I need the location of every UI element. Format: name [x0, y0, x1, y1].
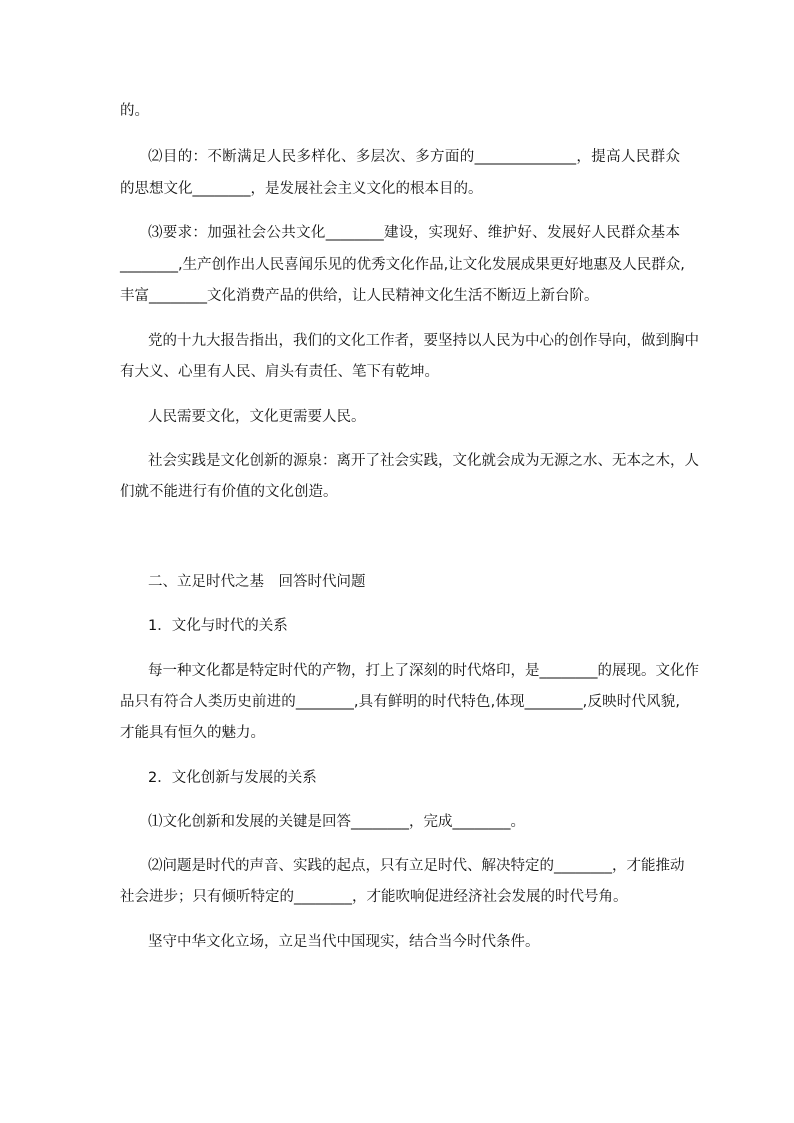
- text-line: ⑴文化创新和发展的关键是回答________，完成________。: [148, 814, 525, 830]
- text-line: 社会进步；只有倾听特定的________，才能吹响促进经济社会发展的时代号角。: [120, 889, 628, 905]
- text-line: 的思想文化________，是发展社会主义文化的根本目的。: [120, 181, 483, 197]
- section-heading: 二、立足时代之基 回答时代问题: [148, 574, 366, 590]
- text-line: 党的十九大报告指出，我们的文化工作者，要坚持以人民为中心的创作导向，做到胸中: [148, 333, 699, 349]
- text-line: 的。: [120, 103, 149, 119]
- text-line: 社会实践是文化创新的源泉：离开了社会实践，文化就会成为无源之水、无本之木，人: [148, 453, 699, 469]
- subsection-heading: 1．文化与时代的关系: [148, 618, 288, 634]
- text-line: ________,生产创作出人民喜闻乐见的优秀文化作品,让文化发展成果更好地惠及人民群众,: [120, 257, 685, 273]
- text-line: 人民需要文化，文化更需要人民。: [148, 409, 366, 425]
- text-line: 坚守中华文化立场，立足当代中国现实，结合当今时代条件。: [148, 934, 540, 950]
- text-line: 品只有符合人类历史前进的________,具有鲜明的时代特色,体现________,反映时代风貌,: [120, 694, 680, 710]
- text-line: ⑶要求：加强社会公共文化________建设，实现好、维护好、发展好人民群众基本: [148, 225, 680, 241]
- text-line: 丰富________文化消费产品的供给，让人民精神文化生活不断迈上新台阶。: [120, 288, 599, 304]
- subsection-heading: 2．文化创新与发展的关系: [148, 770, 317, 786]
- text-line: ⑵目的：不断满足人民多样化、多层次、多方面的______________，提高人民群众: [148, 149, 680, 165]
- text-line: ⑵问题是时代的声音、实践的起点，只有立足时代、解决特定的________，才能推动: [148, 858, 685, 874]
- text-line: 每一种文化都是特定时代的产物，打上了深刻的时代烙印，是________的展现。文化作: [148, 663, 699, 679]
- text-line: 有大义、心里有人民、肩头有责任、笔下有乾坤。: [120, 364, 439, 380]
- text-line: 们就不能进行有价值的文化创造。: [120, 484, 338, 500]
- text-line: 才能具有恒久的魅力。: [120, 725, 265, 741]
